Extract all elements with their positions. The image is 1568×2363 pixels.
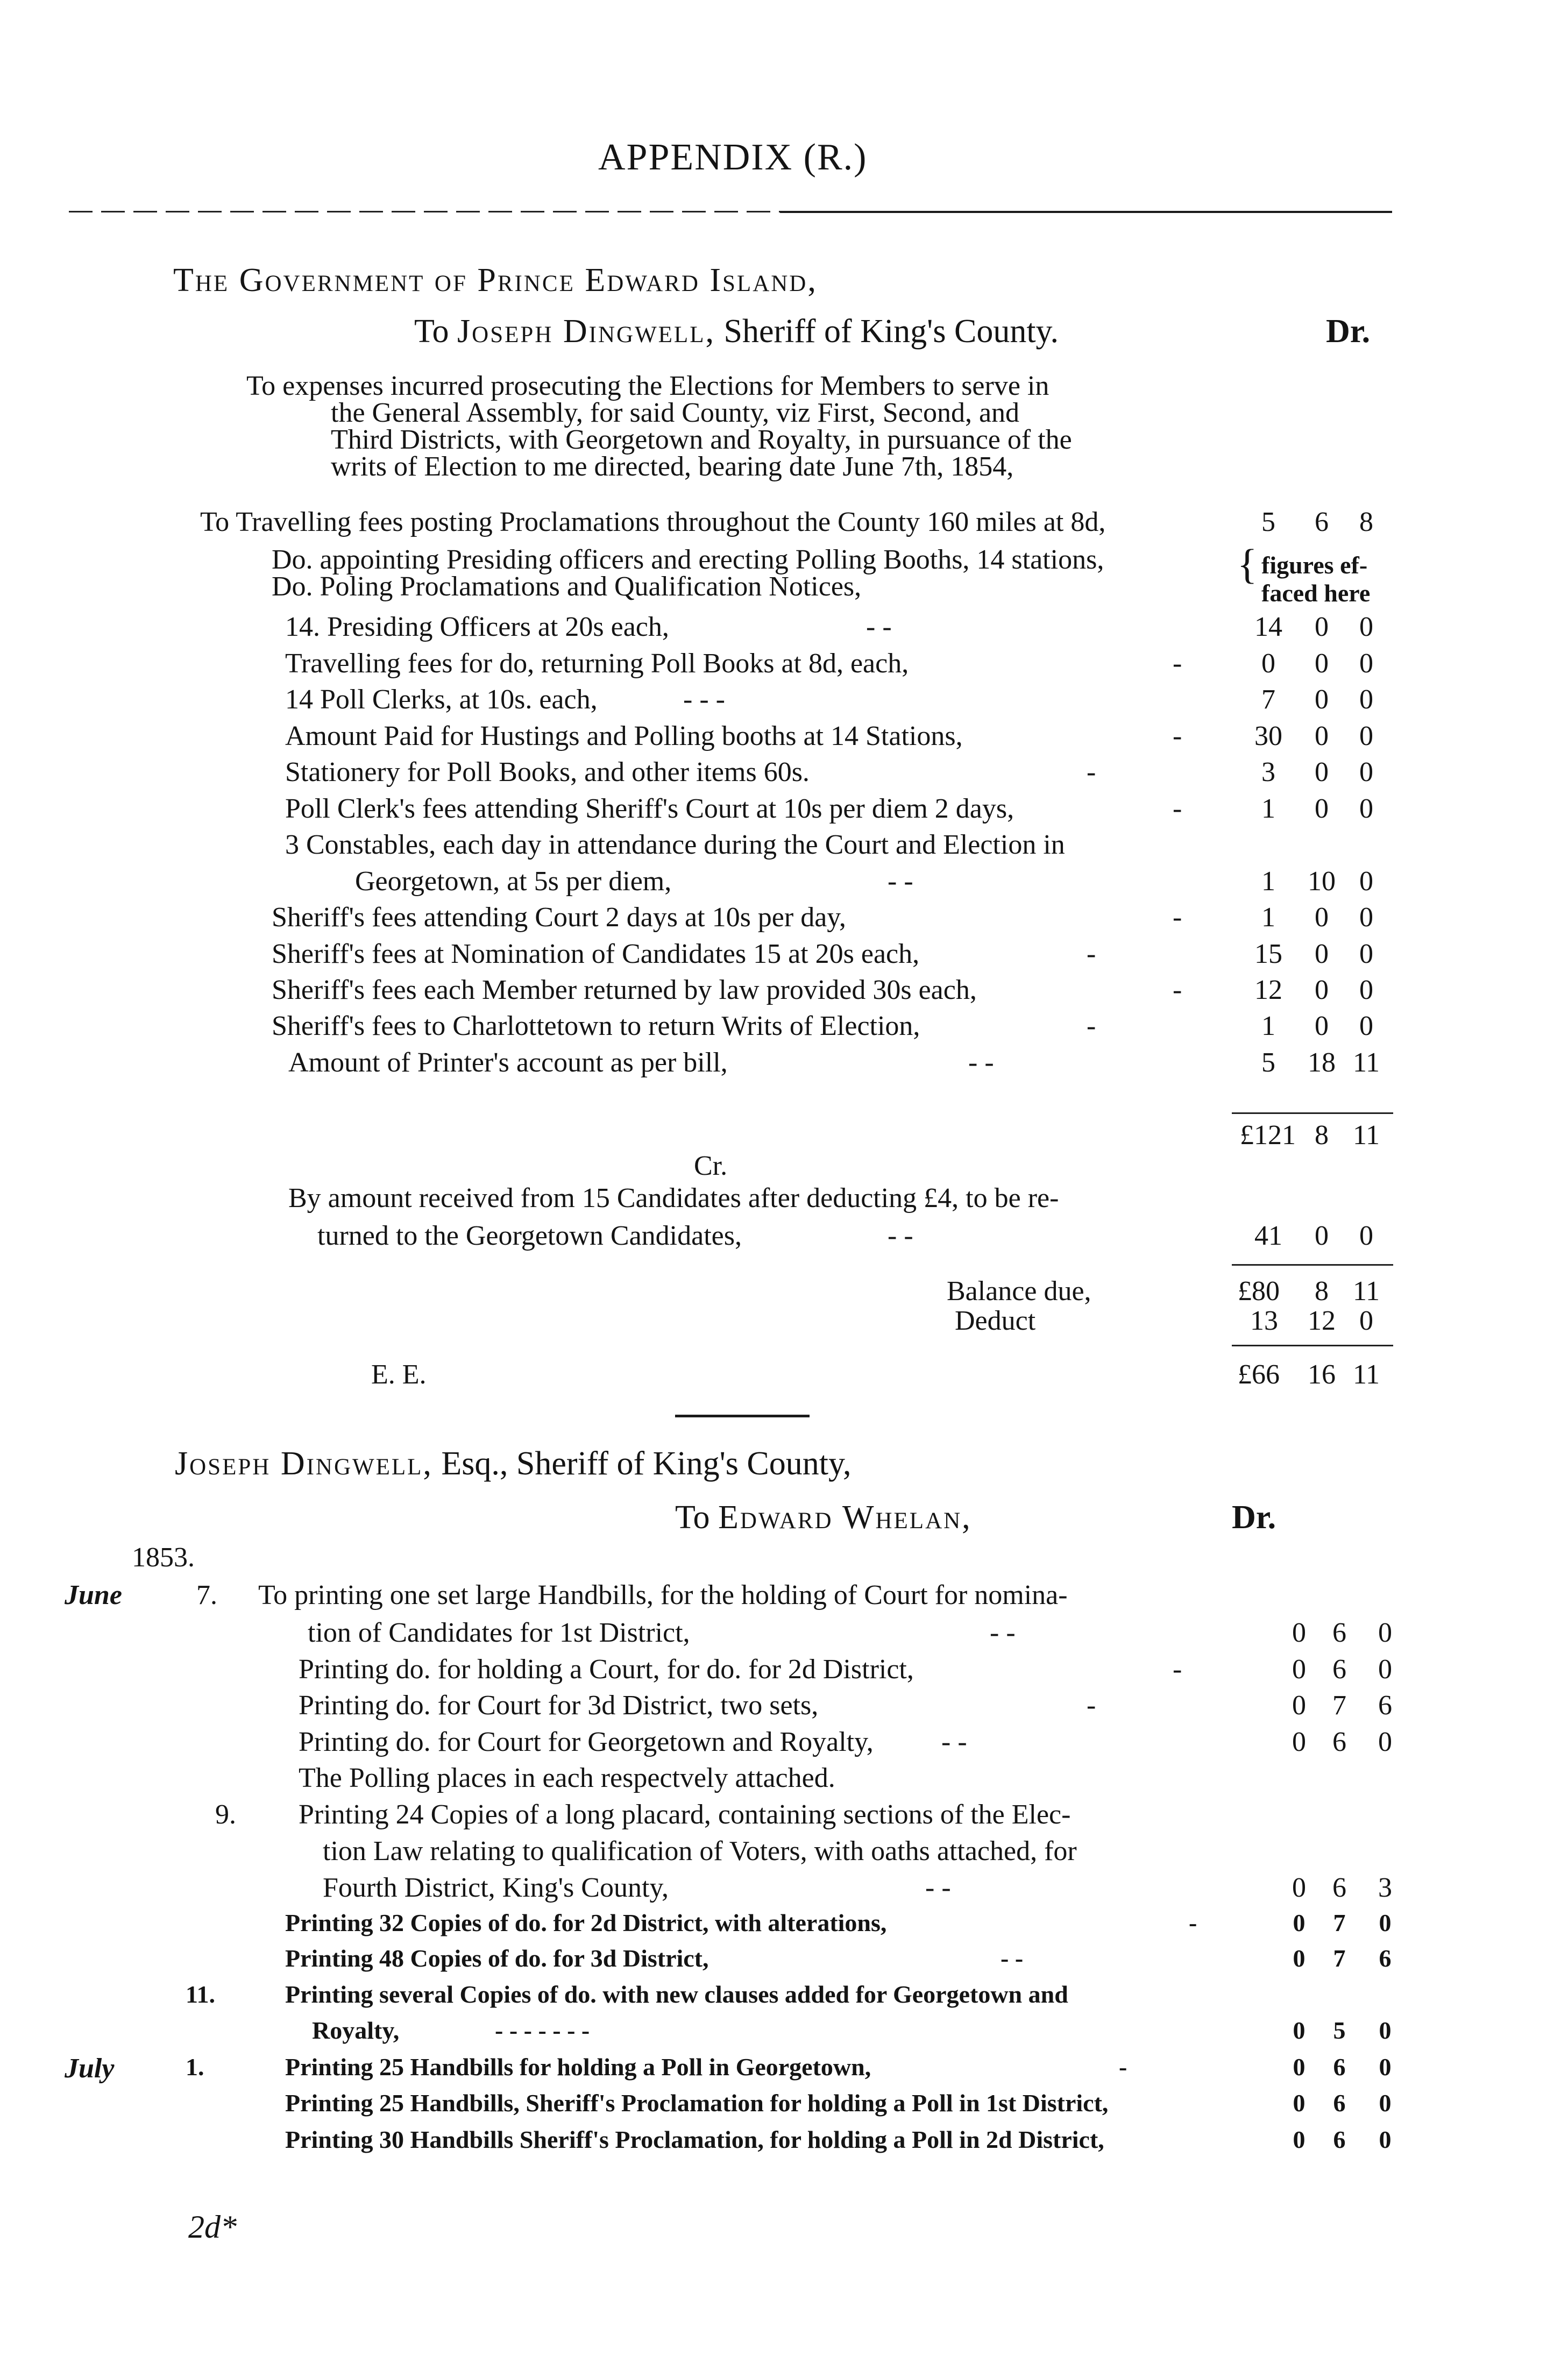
credit-line: turned to the Georgetown Candidates, (317, 1220, 742, 1251)
amount-pounds: 0 (1293, 1945, 1306, 1972)
amount-shillings: 6 (1333, 2126, 1346, 2153)
leader-dashes: - (1087, 1011, 1096, 1041)
amount-shillings: 7 (1333, 1909, 1346, 1936)
balance-shillings: 8 (1315, 1276, 1329, 1307)
page-title: APPENDIX (R.) (598, 137, 868, 178)
entry-text: tion of Candidates for 1st District, (308, 1617, 690, 1648)
leader-dashes: - - (990, 1617, 1016, 1648)
sum-rule (1232, 1112, 1393, 1114)
amount-pounds: 0 (1292, 1727, 1306, 1757)
amount-pence: 0 (1359, 975, 1373, 1005)
account-item-text: 3 Constables, each day in attendance during the Court and Election in (285, 829, 1065, 860)
leader-dashes: - (1173, 975, 1182, 1005)
leader-dashes: - (1087, 1690, 1096, 1721)
entry-text: Printing 25 Handbills for holding a Poll in Georgetown, (285, 2053, 871, 2081)
signature-mark: 2d* (188, 2209, 237, 2245)
entry-text: The Polling places in each respectvely attached. (299, 1763, 835, 1793)
amount-shillings: 5 (1333, 2017, 1346, 2044)
amount-pence: 0 (1359, 648, 1373, 679)
entry-month: July (65, 2053, 115, 2084)
total-pounds: £121 (1240, 1120, 1296, 1151)
amount-pence: 0 (1359, 612, 1373, 642)
credit-shillings: 0 (1315, 1220, 1329, 1251)
account-item-text: Sheriff's fees attending Court 2 days at 10s per day, (272, 902, 846, 933)
amount-shillings: 6 (1332, 1872, 1346, 1903)
amount-pounds: 0 (1293, 2053, 1306, 2081)
balance-pence: 11 (1352, 1276, 1380, 1307)
deduct-pence: 0 (1359, 1305, 1373, 1336)
amount-pounds: 0 (1293, 1909, 1306, 1936)
preamble-line: writs of Election to me directed, bearing date June 7th, 1854, (331, 451, 1014, 482)
amount-shillings: 7 (1332, 1690, 1346, 1721)
to-word: To (675, 1499, 710, 1536)
amount-pounds: 5 (1261, 507, 1275, 537)
leader-dashes: - (1173, 721, 1182, 751)
amount-shillings: 0 (1315, 612, 1329, 642)
entry-text: Printing 24 Copies of a long placard, containing sections of the Elec- (299, 1799, 1071, 1830)
amount-shillings: 0 (1315, 721, 1329, 751)
entry-text: Fourth District, King's County, (323, 1872, 669, 1903)
total-shillings: 8 (1315, 1120, 1329, 1151)
amount-pounds: 12 (1254, 975, 1282, 1005)
sheriff-title: Sheriff of King's County. (723, 313, 1059, 350)
amount-pence: 0 (1359, 793, 1373, 824)
entry-text: Printing do. for holding a Court, for do. for 2d District, (299, 1654, 914, 1685)
amount-pounds: 3 (1261, 757, 1275, 787)
leader-dashes: - (1173, 648, 1182, 679)
initials: E. E. (371, 1359, 427, 1390)
leader-dashes: - - - (683, 684, 725, 715)
account-item-text: Travelling fees for do, returning Poll Books at 8d, each, (285, 648, 909, 679)
entry-text: Royalty, (312, 2017, 400, 2044)
leader-dashes: - (1087, 939, 1096, 969)
leader-dashes: - - (941, 1727, 967, 1757)
amount-pence: 0 (1359, 1011, 1373, 1041)
amount-pounds: 0 (1292, 1617, 1306, 1648)
amount-pounds: 0 (1261, 648, 1275, 679)
preamble-line: To expenses incurred prosecuting the Elections for Members to serve in (246, 371, 1049, 401)
amount-shillings: 0 (1315, 757, 1329, 787)
amount-shillings: 0 (1315, 648, 1329, 679)
account-item-text: Georgetown, at 5s per diem, (355, 866, 672, 897)
account-item-text: Do. appointing Presiding officers and erecting Polling Booths, 14 stations, (272, 544, 1104, 575)
account-item-text: To Travelling fees posting Proclamations throughout the County 160 miles at 8d, (200, 507, 1106, 537)
printer-name: Edward Whelan, (718, 1499, 972, 1536)
amount-pence: 0 (1379, 1909, 1392, 1936)
account-item-text: Sheriff's fees at Nomination of Candidates 15 at 20s each, (272, 939, 920, 969)
entry-day: 9. (215, 1799, 236, 1830)
amount-pence: 0 (1378, 1654, 1392, 1685)
account-item-text: 14. Presiding Officers at 20s each, (285, 612, 669, 642)
amount-shillings: 6 (1315, 507, 1329, 537)
credit-pence: 0 (1359, 1220, 1373, 1251)
account-item-text: Amount Paid for Hustings and Polling booths at 14 Stations, (285, 721, 963, 751)
entry-text: Printing several Copies of do. with new clauses added for Georgetown and (285, 1981, 1068, 2008)
leader-dashes: - - - - - - - (495, 2017, 590, 2044)
entry-text: To printing one set large Handbills, for the holding of Court for nomina- (258, 1580, 1068, 1610)
amount-shillings: 6 (1332, 1617, 1346, 1648)
balance-label: Balance due, (947, 1276, 1091, 1307)
amount-shillings: 0 (1315, 1011, 1329, 1041)
amount-pence: 0 (1379, 2126, 1392, 2153)
effaced-note: figures ef- (1261, 551, 1368, 579)
amount-pounds: 0 (1292, 1654, 1306, 1685)
section-divider (675, 1415, 810, 1417)
entry-day: 11. (186, 1981, 215, 2008)
amount-pounds: 1 (1261, 902, 1275, 933)
entry-text: Printing 30 Handbills Sheriff's Proclamation, for holding a Poll in 2d District, (285, 2126, 1104, 2153)
leader-dashes: - (1119, 2053, 1127, 2081)
amount-pence: 0 (1378, 1617, 1392, 1648)
amount-pence: 0 (1379, 2089, 1392, 2117)
amount-pence: 6 (1379, 1945, 1392, 1972)
amount-pence: 8 (1359, 507, 1373, 537)
brace: { (1237, 541, 1258, 587)
amount-pence: 3 (1378, 1872, 1392, 1903)
leader-dashes: - - (1001, 1945, 1024, 1972)
account-item-text: Sheriff's fees each Member returned by law provided 30s each, (272, 975, 977, 1005)
entry-day: 1. (186, 2053, 204, 2081)
account-item-text: Amount of Printer's account as per bill, (288, 1047, 728, 1078)
leader-dashes: - (1189, 1909, 1197, 1936)
amount-pounds: 14 (1254, 612, 1282, 642)
amount-pence: 11 (1352, 1047, 1380, 1078)
final-pounds: £66 (1238, 1359, 1280, 1390)
amount-pounds: 15 (1254, 939, 1282, 969)
leader-dashes: - (1173, 793, 1182, 824)
account2-heading (175, 1447, 851, 1480)
account1-heading: The Government of Prince Edward Island, (173, 262, 818, 299)
amount-shillings: 0 (1315, 902, 1329, 933)
sum-rule (1232, 1264, 1393, 1266)
deduct-shillings: 12 (1308, 1305, 1336, 1336)
total-pence: 11 (1352, 1120, 1380, 1151)
credit-pounds: 41 (1254, 1220, 1282, 1251)
entry-text: tion Law relating to qualification of Voters, with oaths attached, for (323, 1836, 1077, 1867)
account-item-text: Poll Clerk's fees attending Sheriff's Court at 10s per diem 2 days, (285, 793, 1014, 824)
sheriff-title: Esq., Sheriff of King's County, (441, 1445, 852, 1482)
amount-pounds: 0 (1293, 2017, 1306, 2044)
amount-pence: 0 (1359, 721, 1373, 751)
leader-dashes: - - (925, 1872, 951, 1903)
amount-shillings: 0 (1315, 684, 1329, 715)
amount-shillings: 6 (1332, 1654, 1346, 1685)
credit-line: By amount received from 15 Candidates after deducting £4, to be re- (288, 1183, 1059, 1214)
amount-shillings: 6 (1332, 1727, 1346, 1757)
amount-pounds: 0 (1293, 2089, 1306, 2117)
entry-text: Printing do. for Court for 3d District, two sets, (299, 1690, 819, 1721)
entry-text: Printing do. for Court for Georgetown and Royalty, (299, 1727, 874, 1757)
account-item-text: Stationery for Poll Books, and other items 60s. (285, 757, 810, 787)
amount-pounds: 30 (1254, 721, 1282, 751)
amount-shillings: 6 (1333, 2053, 1346, 2081)
preamble-line: Third Districts, with Georgetown and Royalty, in pursuance of the (331, 424, 1072, 455)
amount-pounds: 0 (1293, 2126, 1306, 2153)
preamble-line: the General Assembly, for said County, viz First, Second, and (331, 398, 1020, 428)
amount-pounds: 5 (1261, 1047, 1275, 1078)
debit-mark: Dr. (1232, 1499, 1276, 1536)
amount-pounds: 1 (1261, 1011, 1275, 1041)
account1-subheading (414, 315, 1059, 348)
amount-pence: 0 (1378, 1727, 1392, 1757)
deduct-pounds: 13 (1250, 1305, 1278, 1336)
entry-month: June (65, 1580, 122, 1610)
amount-shillings: 0 (1315, 939, 1329, 969)
amount-pounds: 0 (1292, 1690, 1306, 1721)
amount-pence: 0 (1359, 757, 1373, 787)
amount-pounds: 1 (1261, 866, 1275, 897)
leader-dashes: - (1173, 1654, 1182, 1685)
amount-shillings: 6 (1333, 2089, 1346, 2117)
amount-pence: 6 (1378, 1690, 1392, 1721)
entry-text: Printing 25 Handbills, Sheriff's Proclamation for holding a Poll in 1st District, (285, 2089, 1109, 2117)
entry-day: 7. (196, 1580, 217, 1610)
amount-pence: 0 (1379, 2017, 1392, 2044)
leader-dashes: - - (866, 612, 892, 642)
balance-pounds: £80 (1238, 1276, 1280, 1307)
final-shillings: 16 (1308, 1359, 1336, 1390)
sheriff-name: Joseph Dingwell, (175, 1445, 433, 1482)
amount-pence: 0 (1379, 2053, 1392, 2081)
account-item-text: Sheriff's fees to Charlottetown to return Writs of Election, (272, 1011, 920, 1041)
amount-shillings: 0 (1315, 793, 1329, 824)
amount-pounds: 7 (1261, 684, 1275, 715)
debit-mark: Dr. (1326, 313, 1371, 350)
sheriff-name: Joseph Dingwell, (457, 313, 715, 350)
leader-dashes: - (1087, 757, 1096, 787)
leader-dashes: - (1173, 902, 1182, 933)
amount-pence: 0 (1359, 866, 1373, 897)
amount-pounds: 0 (1292, 1872, 1306, 1903)
credit-label: Cr. (694, 1151, 728, 1181)
amount-pence: 0 (1359, 939, 1373, 969)
effaced-note: faced here (1261, 579, 1371, 607)
year: 1853. (132, 1542, 195, 1573)
final-pence: 11 (1352, 1359, 1380, 1390)
leader-dashes: - - (888, 866, 913, 897)
account-item-text: Do. Poling Proclamations and Qualification Notices, (272, 571, 862, 602)
amount-shillings: 10 (1308, 866, 1336, 897)
to-word: To (414, 313, 449, 350)
leader-dashes: - - (968, 1047, 994, 1078)
amount-pounds: 1 (1261, 793, 1275, 824)
account2-subheading (675, 1501, 972, 1534)
amount-shillings: 7 (1333, 1945, 1346, 1972)
amount-shillings: 18 (1308, 1047, 1336, 1078)
amount-shillings: 0 (1315, 975, 1329, 1005)
entry-text: Printing 48 Copies of do. for 3d District, (285, 1945, 709, 1972)
deduct-label: Deduct (955, 1305, 1036, 1336)
entry-text: Printing 32 Copies of do. for 2d District, with alterations, (285, 1909, 887, 1936)
sum-rule (1232, 1345, 1393, 1346)
account-item-text: 14 Poll Clerks, at 10s. each, (285, 684, 598, 715)
top-rule (780, 211, 1392, 213)
leader-dashes: - - (888, 1220, 913, 1251)
amount-pence: 0 (1359, 684, 1373, 715)
amount-pence: 0 (1359, 902, 1373, 933)
